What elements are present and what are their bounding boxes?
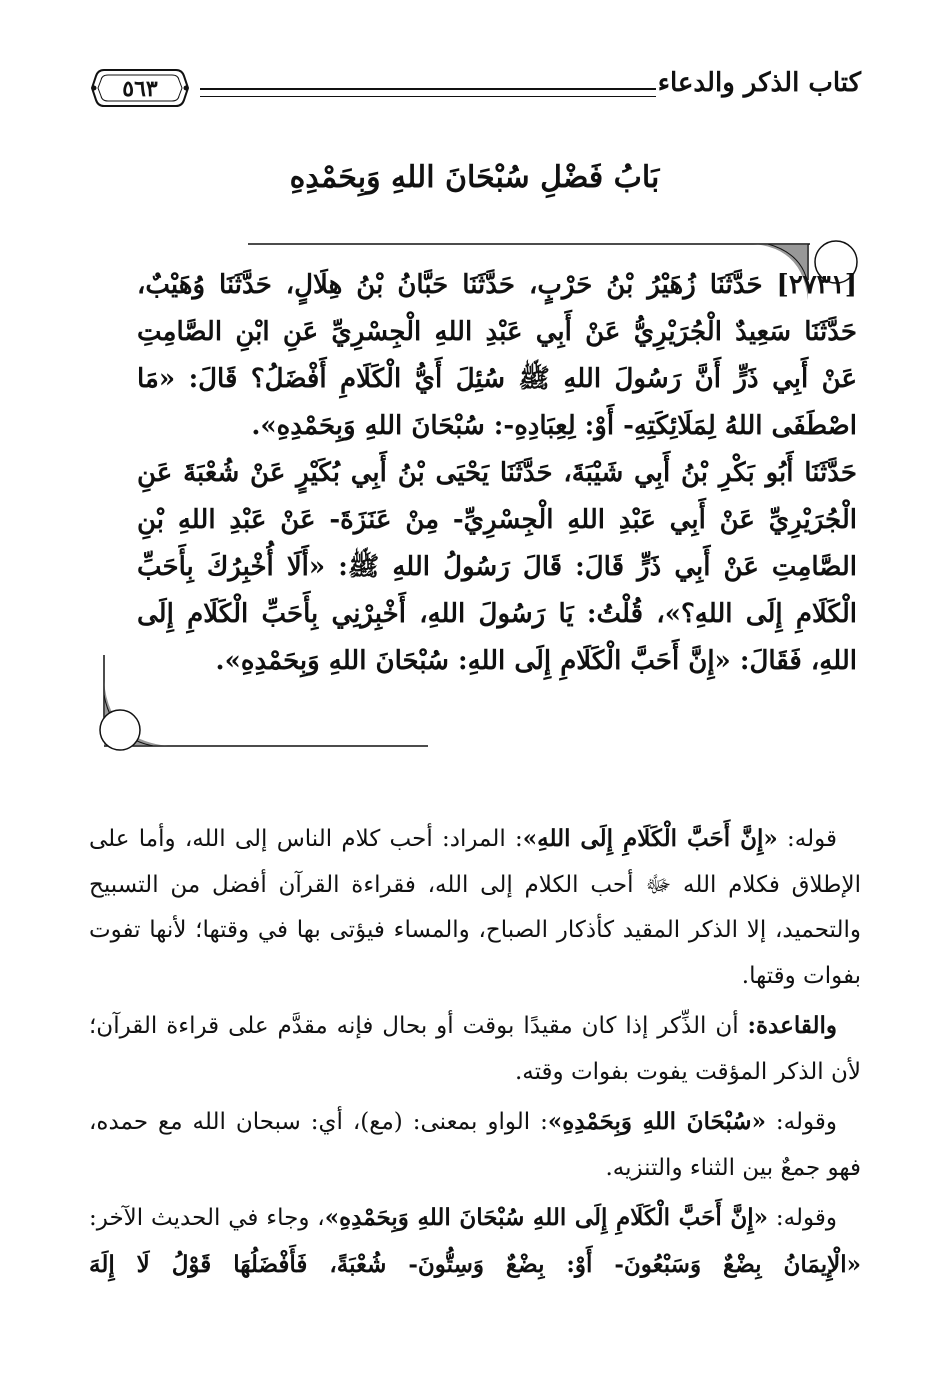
commentary-text: : الواو بمعنى: (مع)، أي: سبحان الله مع حمده، فهو جمعٌ بين الثناء والتنزيه.: [89, 1109, 861, 1181]
hadith-paragraph-2: حَدَّثَنَا أَبُو بَكْرِ بْنُ أَبِي شَيْبَةَ، حَدَّثَنَا يَحْيَى بْنُ أَبِي بُكَيْرٍ عَنْ شُعْبَةَ عَنِ الْجُرَيْرِيِّ عَنْ أَبِي عَبْدِ اللهِ الْجِسْرِيِّ- مِنْ عَنَزَةَ- عَنْ عَبْدِ اللهِ بْنِ الصَّامِتِ عَنْ أَبِي ذَرٍّ قَالَ: قَالَ رَسُولُ اللهِ ﷺ: «أَلَا أُخْبِرُكَ بِأَحَبِّ الْكَلَامِ إِلَى اللهِ؟»، قُلْتُ: يَا رَسُولَ اللهِ، أَخْبِرْنِي بِأَحَبِّ الْكَلَامِ إِلَى اللهِ، فَقَالَ: «إِنَّ أَحَبَّ الْكَلَامِ إِلَى اللهِ: سُبْحَانَ اللهِ وَبِحَمْدِهِ».: [137, 458, 858, 676]
chapter-title: بَابُ فَضْلِ سُبْحَانَ اللهِ وَبِحَمْدِهِ: [289, 160, 660, 195]
commentary: [89, 816, 861, 1292]
quoted-phrase: «سُبْحَانَ اللهِ وَبِحَمْدِهِ»: [547, 1108, 766, 1135]
commentary-paragraph-1: [89, 816, 861, 999]
rule-label: والقاعدة:: [747, 1012, 837, 1039]
book-title: كتاب الذكر والدعاء: [657, 68, 861, 98]
hadith-paragraph-1: [٢٧٣١] حَدَّثَنَا زُهَيْرُ بْنُ حَرْبٍ، حَدَّثَنَا حَبَّانُ بْنُ هِلَالٍ، حَدَّثَنَا وُهَيْبٌ، حَدَّثَنَا سَعِيدٌ الْجُرَيْرِيُّ عَنْ أَبِي عَبْدِ اللهِ الْجِسْرِيِّ عَنِ ابْنِ الصَّامِتِ عَنْ أَبِي ذَرٍّ أَنَّ رَسُولَ اللهِ ﷺ سُئِلَ أَيُّ الْكَلَامِ أَفْضَلُ؟ قَالَ: «مَا اصْطَفَى اللهُ لِمَلَائِكَتِهِ- أَوْ: لِعِبَادِهِ-: سُبْحَانَ اللهِ وَبِحَمْدِهِ».: [137, 270, 857, 441]
quoted-phrase: «إِنَّ أَحَبَّ الْكَلَامِ إِلَى اللهِ سُبْحَانَ اللهِ وَبِحَمْدِهِ»: [324, 1204, 769, 1231]
page-header: [90, 60, 861, 120]
commentary-lead: قوله:: [777, 826, 838, 852]
quoted-hadith: «الْإِيمَانُ بِضْعٌ وَسَبْعُونَ- أَوْ: بِضْعٌ وَسِتُّونَ- شُعْبَةً، فَأَفْضَلُهَا قَوْلُ لَا إِلَهَ: [89, 1250, 861, 1278]
page-number: ٥٦٣: [122, 76, 158, 102]
page-number-ornament: [90, 66, 190, 110]
commentary-paragraph-2: [89, 1003, 861, 1095]
hadith-text: [137, 262, 857, 685]
commentary-paragraph-4: [89, 1195, 861, 1288]
commentary-text: : المراد: أحب كلام الناس إلى الله، وأما على الإطلاق فكلام الله ﷻ أحب الكلام إلى الله، فقراءة القرآن أفضل من التسبيح والتحميد، إلا الذكر المقيد كأذكار الصباح، والمساء فيؤتى بها في وقتها؛ لأنها تفوت بفوات وقتها.: [89, 826, 861, 989]
commentary-lead: وقوله:: [765, 1109, 837, 1135]
commentary-lead: وقوله:: [768, 1205, 837, 1231]
commentary-text: ، وجاء في الحديث الآخر:: [89, 1205, 325, 1231]
header-rule: [200, 88, 656, 97]
commentary-text: أن الذِّكر إذا كان مقيدًا بوقت أو بحال فإنه مقدَّم على قراءة القرآن؛ لأن الذكر المؤقت يفوت بفوات وقته.: [89, 1013, 861, 1085]
quoted-phrase: «إِنَّ أَحَبَّ الْكَلَامِ إِلَى اللهِ»: [522, 825, 778, 852]
commentary-paragraph-3: [89, 1099, 861, 1191]
